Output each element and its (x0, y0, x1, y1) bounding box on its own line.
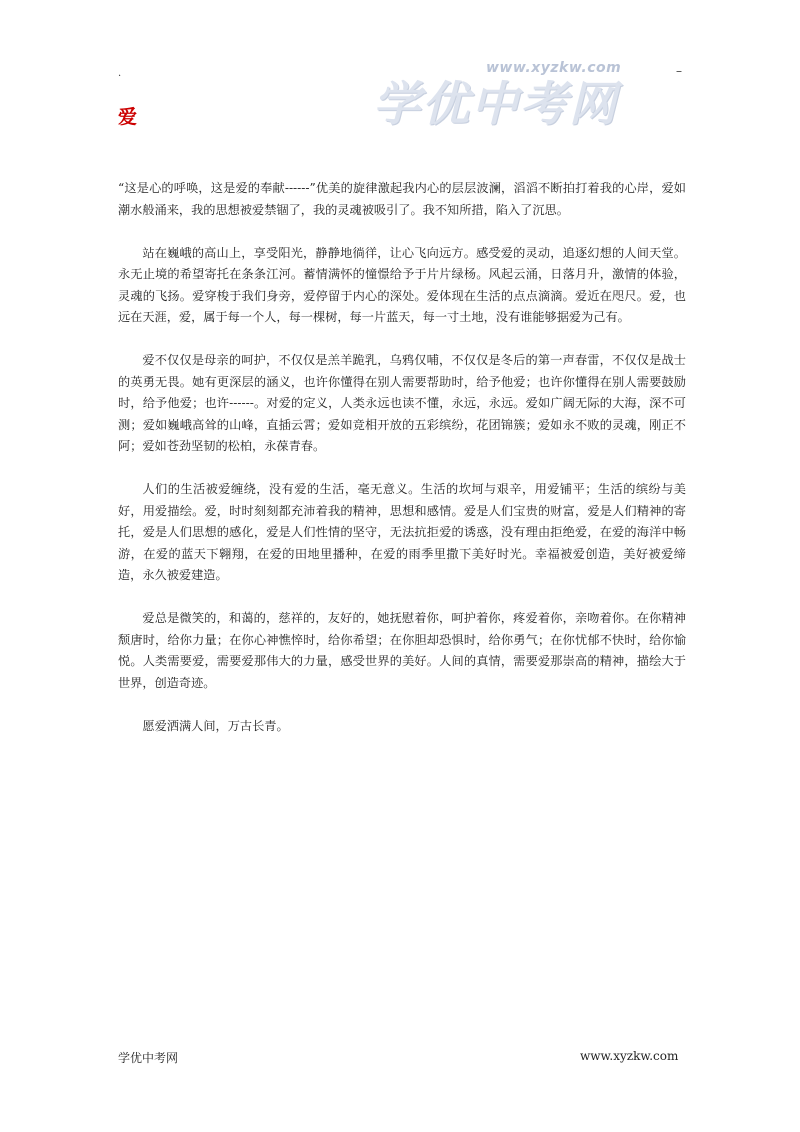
header-url-watermark: www.xyzkw.com (486, 60, 622, 76)
paragraph-2: 站在巍峨的高山上，享受阳光，静静地徜徉，让心飞向远方。感受爱的灵动，追逐幻想的人间天堂。永无止境的希望寄托在条条江河。蓄情满怀的憧憬给予于片片绿杨。风起云涌，日落月升，激情的体验，灵魂的飞扬。爱穿梭于我们身旁，爱停留于内心的深处。爱体现在生活的点点滴滴。爱近在咫尺。爱，也远在天涯，爱，属于每一个人，每一棵树，每一片蓝天，每一寸土地，没有谁能够据爱为己有。 (118, 245, 686, 324)
paragraph-6: 愿爱洒满人间，万古长青。 (142, 718, 289, 733)
footer-site-name: 学优中考网 (118, 1051, 179, 1065)
document-title: 爱 (118, 106, 138, 128)
document-body (118, 178, 686, 759)
paragraph-4: 人们的生活被爱缠绕，没有爱的生活，毫无意义。生活的坎坷与艰辛，用爱铺平；生活的缤纷与美好，用爱描绘。爱，时时刻刻都充沛着我的精神，思想和感情。爱是人们宝贵的财富，爱是人们精神的寄托，爱是人们思想的感化，爱是人们性情的坚守，无法抗拒爱的诱惑，没有理由拒绝爱，在爱的海洋中畅游，在爱的蓝天下翱翔，在爱的田地里播种，在爱的雨季里撒下美好时光。幸福被爱创造，美好被爱缔造，永久被爱建造。 (118, 482, 686, 582)
site-logo-watermark: 学优中考网 (373, 77, 618, 132)
header-tick-left: . (118, 68, 122, 79)
paragraph-5: 爱总是微笑的，和蔼的，慈祥的，友好的，她抚慰着你，呵护着你，疼爱着你，亲吻着你。在你精神颓唐时，给你力量；在你心神憔悴时，给你希望；在你胆却恐惧时，给你勇气；在你忧郁不快时，给你愉悦。人类需要爱，需要爱那伟大的力量，感受世界的美好。人间的真情，需要爱那崇高的精神，描绘大于世界，创造奇迹。 (118, 611, 686, 690)
paragraph-3: 爱不仅仅是母亲的呵护，不仅仅是羔羊跪乳，乌鸦仅哺，不仅仅是冬后的第一声春雷，不仅仅是战士的英勇无畏。她有更深层的涵义，也许你懂得在别人需要帮助时，给予他爱；也许你懂得在别人需要鼓励时，给予他爱；也许------。对爱的定义，人类永远也读不懂，永远，永远。爱如广阔无际的大海，深不可测；爱如巍峨高耸的山峰，直插云霄；爱如竞相开放的五彩缤纷，花团锦簇；爱如永不败的灵魂，刚正不阿；爱如苍劲坚韧的松柏，永葆青春。 (118, 353, 686, 453)
header-tick-right: – (676, 64, 682, 78)
footer-site-url: www.xyzkw.com (580, 1049, 679, 1063)
paragraph-1: “这是心的呼唤，这是爱的奉献------”优美的旋律激起我内心的层层波澜，滔滔不断拍打着我的心岸，爱如潮水般涌来，我的思想被爱禁锢了，我的灵魂被吸引了。我不知所措，陷入了沉思。 (118, 181, 686, 217)
